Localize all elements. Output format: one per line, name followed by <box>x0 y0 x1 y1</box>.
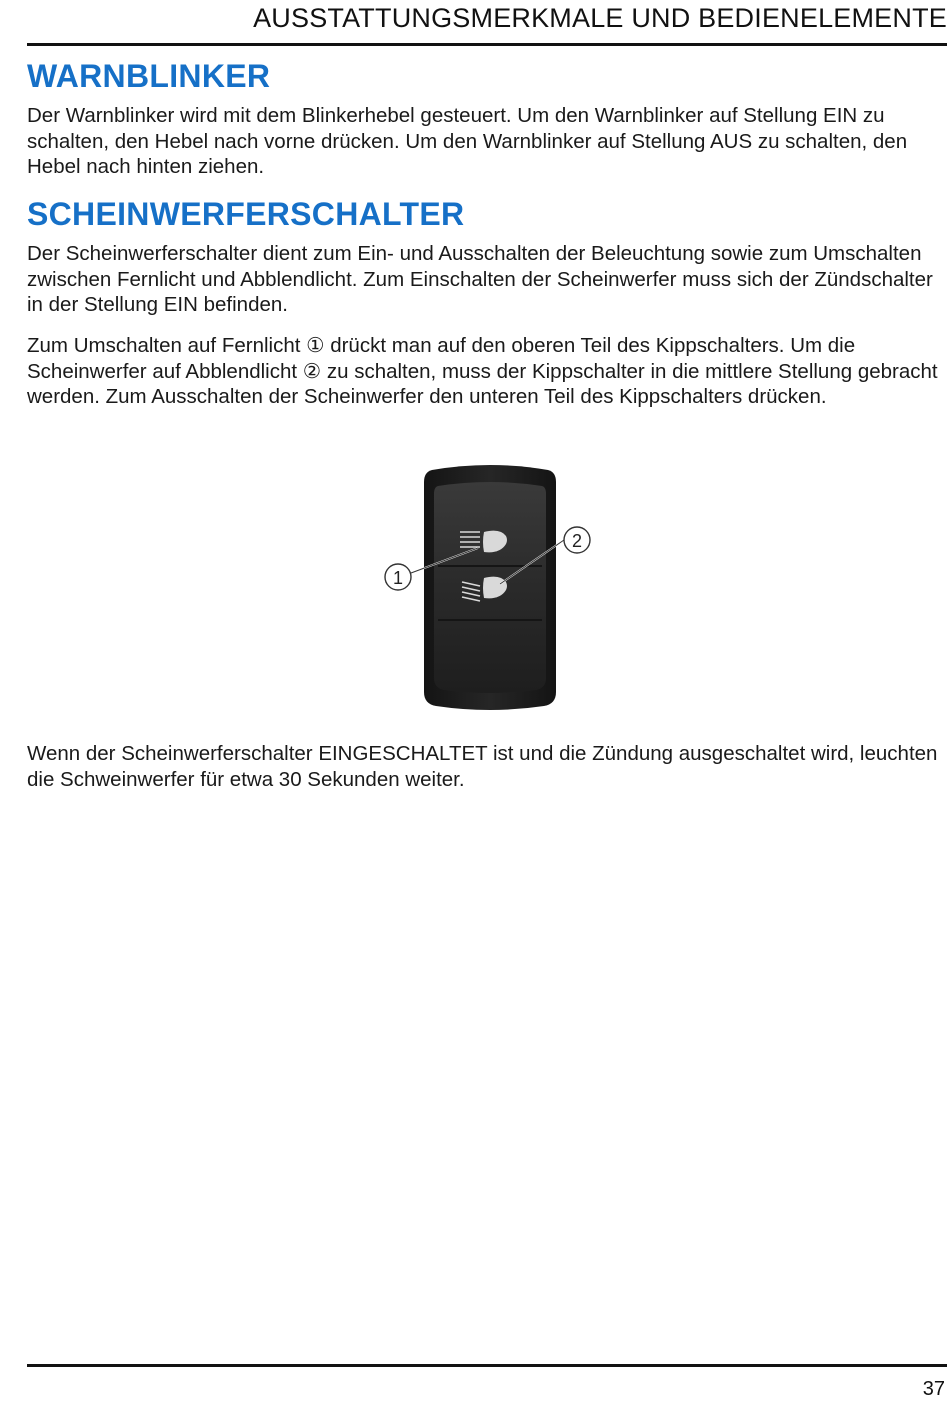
warnblinker-paragraph: Der Warnblinker wird mit dem Blinkerhebel gesteuert. Um den Warnblinker auf Stellung EIN zu schalten, den Hebel nach vorne drücken. Um den Warnblinker auf Stellung AUS zu schalten, den Hebel nach hinten ziehen. <box>27 104 908 178</box>
callout-1 <box>385 564 411 590</box>
scheinwerferschalter-paragraph-1: Der Scheinwerferschalter dient zum Ein- und Ausschalten der Beleuchtung sowie zum Umschalten zwischen Fernlicht und Abblendlicht. Zum Einschalten der Scheinwerfer muss sich der Zündschalter in der Stellung EIN befinden. <box>27 242 933 316</box>
section-title-warnblinker: WARNBLINKER <box>27 58 271 94</box>
header-rule <box>27 43 947 46</box>
callout-1-label: 1 <box>392 568 404 588</box>
callout-2 <box>564 527 590 553</box>
headlight-switch-illustration <box>376 456 602 718</box>
section-title-scheinwerferschalter: SCHEINWERFERSCHALTER <box>27 196 465 232</box>
scheinwerferschalter-paragraph-3: Wenn der Scheinwerferschalter EINGESCHALTET ist und die Zündung ausgeschaltet wird, leuchten die Schweinwerfer für etwa 30 Sekunden weiter. <box>27 742 938 791</box>
page-number: 37 <box>922 1378 945 1400</box>
headlight-switch-figure <box>376 456 602 718</box>
running-header: AUSSTATTUNGSMERKMALE UND BEDIENELEMENTE <box>253 3 947 33</box>
callout-2-label: 2 <box>571 531 583 551</box>
scheinwerferschalter-paragraph-2: Zum Umschalten auf Fernlicht ① drückt man auf den oberen Teil des Kippschalters. Um die Scheinwerfer auf Abblendlicht ② zu schalten, muss der Kippschalter in die mittlere Stellung gebracht werden. Zum Ausschalten der Scheinwerfer den unteren Teil des Kippschalters drücken. <box>27 334 938 408</box>
footer-rule <box>27 1364 947 1367</box>
